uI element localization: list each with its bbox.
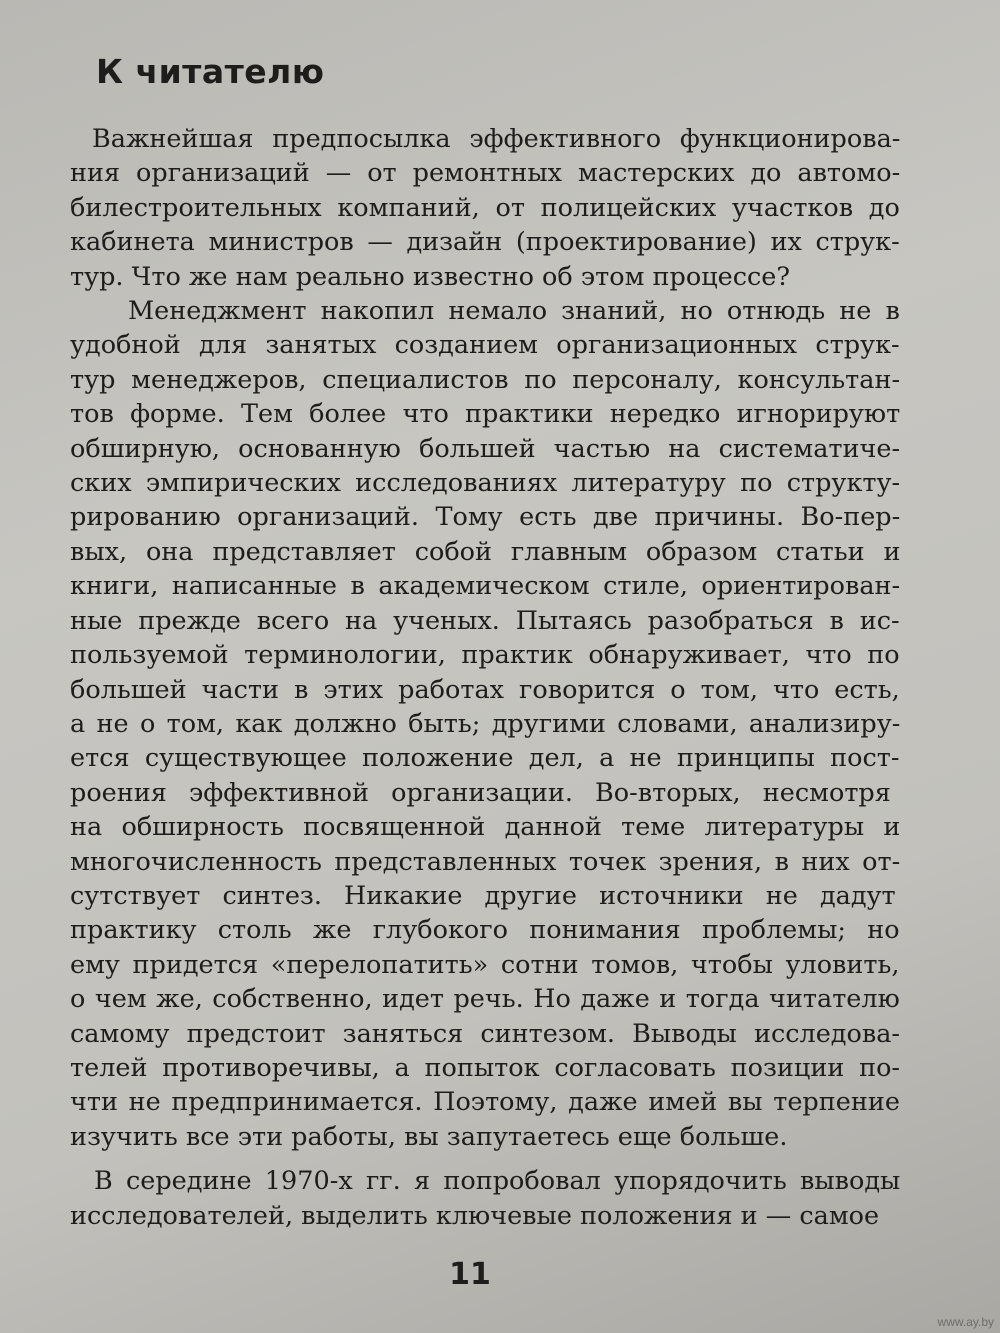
- text-line: самому предстоит заняться синтезом. Выводы исследова-: [70, 1018, 900, 1049]
- text-line: изучить все эти работы, вы запутаетесь еще больше.: [70, 1121, 788, 1152]
- text-line: ные прежде всего на ученых. Пытаясь разобраться в ис-: [70, 605, 900, 636]
- text-line: большей части в этих работах говорится о том, что есть,: [70, 674, 900, 705]
- text-line: а не о том, как должно быть; другими словами, анализиру-: [70, 708, 900, 739]
- text-line: о чем же, собственно, идет речь. Но даже и тогда читателю: [70, 984, 900, 1015]
- text-line: удобной для занятых созданием организационных струк-: [70, 330, 900, 361]
- text-line: билестроительных компаний, от полицейских участков до: [70, 192, 900, 223]
- text-line: чти не предпринимается. Поэтому, даже имей вы терпение: [70, 1087, 900, 1118]
- text-line: на обширность посвященной данной теме литературы и: [70, 812, 900, 843]
- text-line: книги, написанные в академическом стиле, ориентирован-: [70, 571, 900, 602]
- text-line: вых, она представляет собой главным образом статьи и: [70, 536, 900, 567]
- text-line: ется существующее положение дел, а не принципы пост-: [70, 743, 900, 774]
- text-line: кабинета министров — дизайн (проектирование) их струк-: [70, 227, 900, 258]
- text-line: Важнейшая предпосылка эффективного функционирова-: [92, 124, 900, 154]
- text-line: обширную, основанную большей частью на систематиче-: [70, 433, 900, 464]
- text-line: телей противоречивы, а попыток согласовать позиции по-: [70, 1052, 900, 1083]
- section-heading: К читателю: [96, 52, 325, 91]
- text-line: ему придется «перелопатить» сотни томов, чтобы уловить,: [70, 949, 900, 980]
- page-number: 11: [449, 1257, 491, 1292]
- text-line: сутствует синтез. Никакие другие источники не дадут: [70, 880, 896, 911]
- text-line: многочисленность представленных точек зрения, в них от-: [70, 846, 900, 877]
- text-line: ских эмпирических исследованиях литературу по структу-: [70, 468, 900, 499]
- watermark: www.ay.by: [937, 1315, 994, 1329]
- text-line: пользуемой терминологии, практик обнаруживает, что по: [70, 640, 900, 671]
- bleed-through-text: [300, 0, 920, 110]
- text-line: В середине 1970-х гг. я попробовал упорядочить выводы: [94, 1166, 900, 1197]
- text-line: роения эффективной организации. Во-вторых, несмотря: [70, 777, 891, 808]
- text-line: практику столь же глубокого понимания проблемы; но: [70, 915, 900, 946]
- text-line: тур. Что же нам реально известно об этом процессе?: [70, 261, 791, 292]
- text-line: рированию организаций. Тому есть две причины. Во-пер-: [70, 502, 900, 533]
- body-text: [70, 122, 900, 1233]
- text-line: исследователей, выделить ключевые положения и — самое: [70, 1200, 880, 1231]
- text-line: Менеджмент накопил немало знаний, но отнюдь не в: [128, 296, 900, 327]
- text-line: тов форме. Тем более что практики нередко игнорируют: [70, 399, 900, 430]
- text-line: тур менеджеров, специалистов по персоналу, консультан-: [70, 364, 900, 395]
- text-line: ния организаций — от ремонтных мастерских до автомо-: [70, 158, 900, 189]
